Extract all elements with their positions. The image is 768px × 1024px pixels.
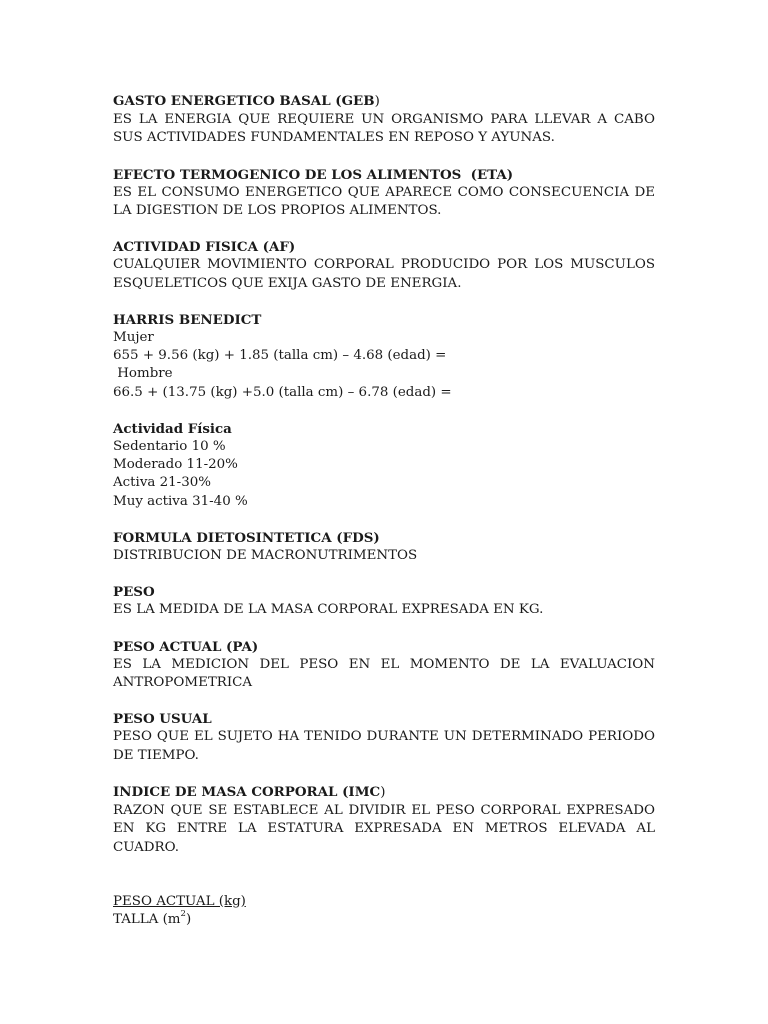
section-body-geb: ES LA ENERGIA QUE REQUIERE UN ORGANISMO PARA LLEVAR A CABO SUS ACTIVIDADES FUNDAMENTALES EN REPOSO Y AYUNAS. — [113, 112, 655, 146]
formula-denominator-paren: ) — [185, 911, 192, 927]
section-activity-levels — [113, 420, 655, 511]
section-title-imc — [113, 783, 655, 802]
section-body-fds: DISTRIBUCION DE MACRONUTRIMENTOS — [113, 548, 418, 564]
harris-formula-hombre: 66.5 + (13.75 (kg) +5.0 (talla cm) – 6.78 (edad) = — [113, 384, 452, 400]
section-title-pu: PESO USUAL — [113, 711, 212, 728]
harris-line-mujer: Mujer — [113, 330, 154, 346]
activity-level-activa: Activa 21-30% — [113, 475, 211, 491]
title-geb-text: GASTO ENERGETICO BASAL (GEB — [113, 93, 375, 109]
section-fds — [113, 529, 655, 565]
section-title-peso: PESO — [113, 584, 155, 601]
section-body-pa: ES LA MEDICION DEL PESO EN EL MOMENTO DE LA EVALUACION ANTROPOMETRICA — [113, 656, 655, 691]
section-title-geb — [113, 92, 655, 111]
harris-line-hombre: Hombre — [113, 366, 173, 382]
formula-denominator-text: TALLA (m — [113, 911, 181, 927]
section-peso-actual — [113, 638, 655, 693]
title-imc-paren: ) — [380, 784, 386, 800]
title-geb-paren: ) — [374, 94, 380, 109]
formula-numerator: PESO ACTUAL (kg) — [113, 893, 246, 909]
section-eta — [113, 166, 655, 221]
section-harris-benedict — [113, 311, 655, 402]
section-body-af: CUALQUIER MOVIMIENTO CORPORAL PRODUCIDO POR LOS MUSCULOS ESQUELETICOS QUE EXIJA GASTO DE ENERGIA. — [113, 257, 655, 291]
section-peso-usual — [113, 710, 655, 765]
imc-formula — [113, 893, 655, 929]
section-body-pu: PESO QUE EL SUJETO HA TENIDO DURANTE UN DETERMINADO PERIODO DE TIEMPO. — [113, 729, 655, 763]
section-title-fds: FORMULA DIETOSINTETICA (FDS) — [113, 529, 380, 546]
section-geb — [113, 92, 655, 148]
section-imc — [113, 783, 655, 857]
section-title-pa: PESO ACTUAL (PA) — [113, 638, 259, 655]
formula-denominator — [113, 911, 655, 929]
activity-level-sedentario: Sedentario 10 % — [113, 439, 226, 455]
activity-level-moderado: Moderado 11-20% — [113, 457, 238, 473]
title-imc-text: INDICE DE MASA CORPORAL (IMC — [113, 783, 381, 800]
section-title-harris: HARRIS BENEDICT — [113, 311, 262, 328]
section-title-af: ACTIVIDAD FISICA (AF) — [113, 239, 296, 256]
section-peso — [113, 583, 655, 619]
section-title-activity: Actividad Física — [113, 420, 232, 437]
formula-exponent: 2 — [180, 909, 186, 920]
activity-level-muy-activa: Muy activa 31-40 % — [113, 493, 248, 509]
section-body-peso: ES LA MEDIDA DE LA MASA CORPORAL EXPRESADA EN KG. — [113, 602, 544, 618]
harris-formula-mujer: 655 + 9.56 (kg) + 1.85 (talla cm) – 4.68 (edad) = — [113, 348, 447, 364]
section-af — [113, 238, 655, 293]
section-body-eta: ES EL CONSUMO ENERGETICO QUE APARECE COMO CONSECUENCIA DE LA DIGESTION DE LOS PROPIOS ALIMENTOS. — [113, 184, 655, 219]
document-page — [113, 92, 655, 929]
section-body-imc: RAZON QUE SE ESTABLECE AL DIVIDIR EL PESO CORPORAL EXPRESADO EN KG ENTRE LA ESTATURA EXPRESADA EN METROS ELEVADA AL CUADRO. — [113, 803, 655, 855]
section-title-eta: EFECTO TERMOGENICO DE LOS ALIMENTOS (ETA) — [113, 166, 514, 183]
